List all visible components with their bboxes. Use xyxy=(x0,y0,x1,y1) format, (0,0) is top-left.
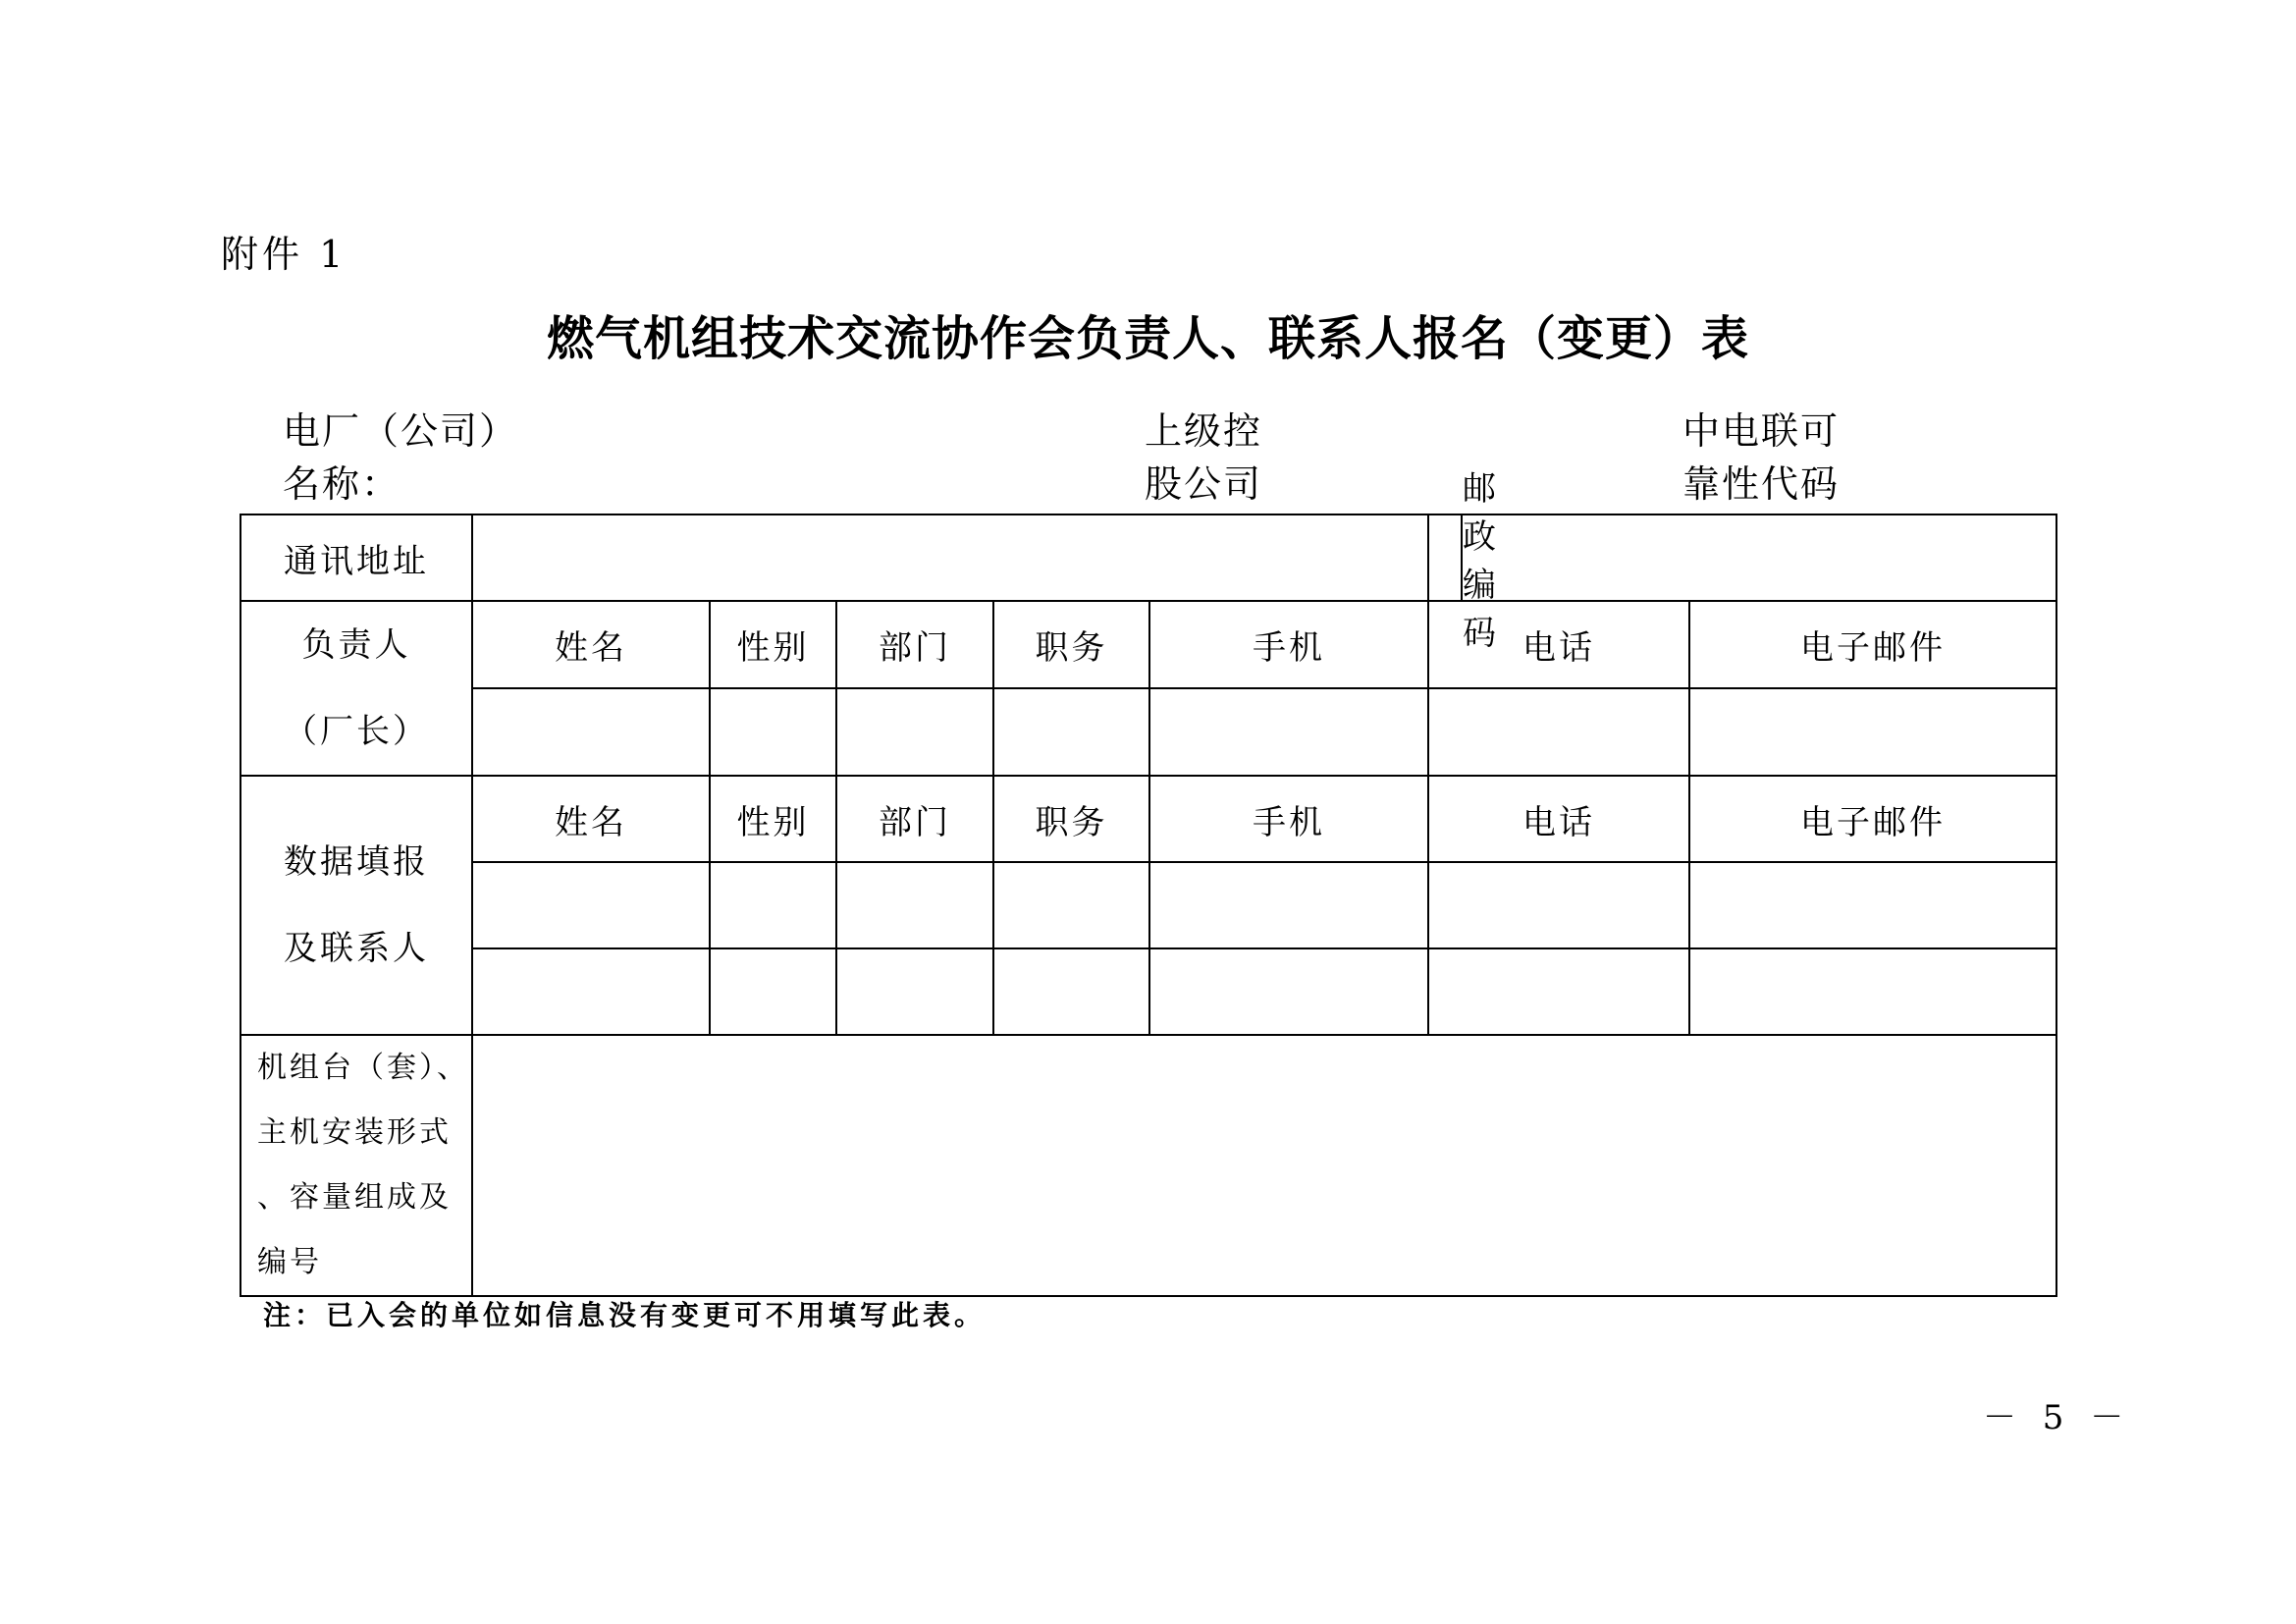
attachment-label: 附件 1 xyxy=(221,233,347,276)
units-label-line: 主机安装形式 xyxy=(257,1115,452,1150)
column-header: 姓名 xyxy=(472,776,710,862)
column-header: 性别 xyxy=(710,601,836,688)
leader-label-line2: （厂长） xyxy=(284,712,429,751)
address-value[interactable] xyxy=(473,515,1461,600)
leader-gender-cell[interactable] xyxy=(710,688,836,776)
leader-position-cell[interactable] xyxy=(993,688,1149,776)
column-header: 职务 xyxy=(993,601,1149,688)
plant-name-label-line2: 名称： xyxy=(283,462,401,506)
column-header: 手机 xyxy=(1149,776,1428,862)
contact-mobile-cell[interactable] xyxy=(1149,862,1428,948)
leader-mobile-cell[interactable] xyxy=(1149,688,1428,776)
units-row xyxy=(240,1035,2056,1296)
column-header: 电子邮件 xyxy=(1689,776,2056,862)
contact-label-line2: 及联系人 xyxy=(284,929,429,968)
reliability-code-label-line1: 中电联可 xyxy=(1682,409,1841,453)
footnote: 注：已入会的单位如信息没有变更可不用填写此表。 xyxy=(263,1299,987,1331)
contact-phone-cell[interactable] xyxy=(1428,862,1689,948)
contact-input-row xyxy=(240,862,2056,948)
postcode-label: 邮政编码 xyxy=(1463,469,1499,653)
page-number: － 5 － xyxy=(1983,1398,2132,1437)
column-header: 姓名 xyxy=(472,601,710,688)
form-title: 燃气机组技术交流协作会负责人、联系人报名（变更）表 xyxy=(546,311,1749,366)
leader-email-cell[interactable] xyxy=(1689,688,2056,776)
plant-name-label-line1: 电厂（公司） xyxy=(283,409,519,453)
plant-name-label xyxy=(283,405,518,511)
contact-position-cell[interactable] xyxy=(993,948,1149,1035)
leader-label-line1: 负责人 xyxy=(301,625,411,665)
column-header: 部门 xyxy=(836,601,993,688)
column-header: 性别 xyxy=(710,776,836,862)
leader-phone-cell[interactable] xyxy=(1428,688,1689,776)
units-description-field[interactable] xyxy=(472,1035,2056,1296)
address-row xyxy=(240,514,2056,601)
contact-department-cell[interactable] xyxy=(836,948,993,1035)
contact-input-row xyxy=(240,948,2056,1035)
contact-header-row xyxy=(240,776,2056,862)
column-header: 部门 xyxy=(836,776,993,862)
contact-label-line1: 数据填报 xyxy=(284,842,429,882)
contact-gender-cell[interactable] xyxy=(710,948,836,1035)
contact-email-cell[interactable] xyxy=(1689,948,2056,1035)
contact-email-cell[interactable] xyxy=(1689,862,2056,948)
reliability-code-label xyxy=(1682,405,1840,511)
units-label-line: 编号 xyxy=(257,1245,322,1279)
parent-company-label-line1: 上级控 xyxy=(1145,409,1263,453)
contact-mobile-cell[interactable] xyxy=(1149,948,1428,1035)
contact-department-cell[interactable] xyxy=(836,862,993,948)
contact-gender-cell[interactable] xyxy=(710,862,836,948)
contact-name-cell[interactable] xyxy=(472,862,710,948)
parent-company-label-line2: 股公司 xyxy=(1145,462,1263,506)
units-label-line: 机组台（套）、 xyxy=(257,1051,469,1085)
leader-label xyxy=(240,601,472,776)
column-header: 手机 xyxy=(1149,601,1428,688)
column-header: 电话 xyxy=(1428,776,1689,862)
column-header: 电子邮件 xyxy=(1689,601,2056,688)
leader-department-cell[interactable] xyxy=(836,688,993,776)
contact-phone-cell[interactable] xyxy=(1428,948,1689,1035)
contact-name-cell[interactable] xyxy=(472,948,710,1035)
leader-name-cell[interactable] xyxy=(472,688,710,776)
units-label xyxy=(240,1035,472,1296)
leader-header-row xyxy=(240,601,2056,688)
units-label-line: 、容量组成及 xyxy=(257,1180,452,1215)
reliability-code-label-line2: 靠性代码 xyxy=(1682,462,1841,506)
contact-label xyxy=(240,776,472,1035)
parent-company-label xyxy=(1145,405,1262,511)
leader-input-row xyxy=(240,688,2056,776)
column-header: 职务 xyxy=(993,776,1149,862)
contact-position-cell[interactable] xyxy=(993,862,1149,948)
column-header: 电话 xyxy=(1428,601,1689,688)
address-label: 通讯地址 xyxy=(240,514,472,601)
